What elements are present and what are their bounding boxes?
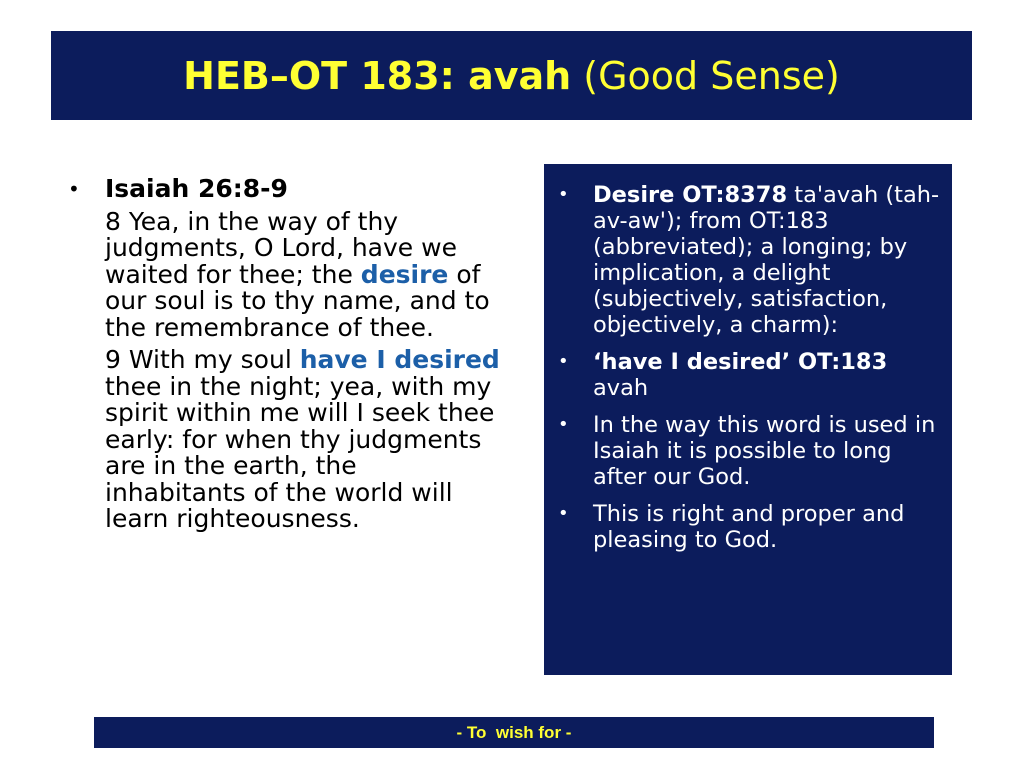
desired-text — [593, 349, 940, 401]
conclusion-text: This is right and proper and pleasing to God. — [593, 501, 905, 553]
bullet-icon: • — [558, 414, 569, 435]
definition-panel — [544, 164, 952, 675]
verse-8-before: 8 Yea, in the way of thy judgments, O Lord, have we waited for thee; the — [105, 206, 457, 289]
scripture-column — [60, 176, 505, 533]
usage-text: In the way this word is used in Isaiah it is possible to long after our God. — [593, 412, 936, 490]
definition-text — [593, 182, 940, 338]
title-normal: (Good Sense) — [571, 53, 840, 98]
bullet-icon: • — [558, 184, 569, 205]
usage-item — [554, 412, 940, 490]
definition-body: ta'avah (tah-av-aw'); from OT:183 (abbreviated); a longing; by implication, a delight (subjectively, satisfaction, objectively, a charm): — [593, 182, 940, 338]
title-bold: HEB–OT 183: avah — [183, 53, 572, 98]
title-bar — [51, 31, 972, 120]
verse-9-before: 9 With my soul — [105, 345, 300, 374]
verse-9 — [105, 347, 505, 533]
footer-bar — [94, 717, 934, 748]
desired-body: avah — [593, 375, 649, 401]
verse-8-highlight: desire — [360, 259, 449, 289]
scripture-reference: Isaiah 26:8-9 — [105, 174, 288, 203]
verse-8 — [105, 206, 505, 342]
bullet-icon: • — [68, 177, 80, 201]
desired-item — [554, 349, 940, 401]
slide-title — [183, 53, 840, 98]
definition-term: Desire OT:8378 — [593, 182, 788, 208]
definition-item — [554, 182, 940, 338]
scripture-bullet — [60, 176, 505, 203]
bullet-icon: • — [558, 503, 569, 524]
verse-8-after: of our soul is to thy name, and to the remembrance of thee. — [105, 259, 490, 342]
verse-9-after: thee in the night; yea, with my spirit within me will I seek thee early: for when thy judgments are in the earth, the inhabitants of the world will learn righteousness. — [105, 371, 495, 533]
conclusion-item — [554, 501, 940, 553]
verse-9-highlight: have I desired — [299, 345, 500, 374]
desired-term: ‘have I desired’ OT:183 — [593, 349, 888, 375]
footer-text: - To wish for - — [456, 722, 572, 742]
bullet-icon: • — [558, 351, 569, 372]
